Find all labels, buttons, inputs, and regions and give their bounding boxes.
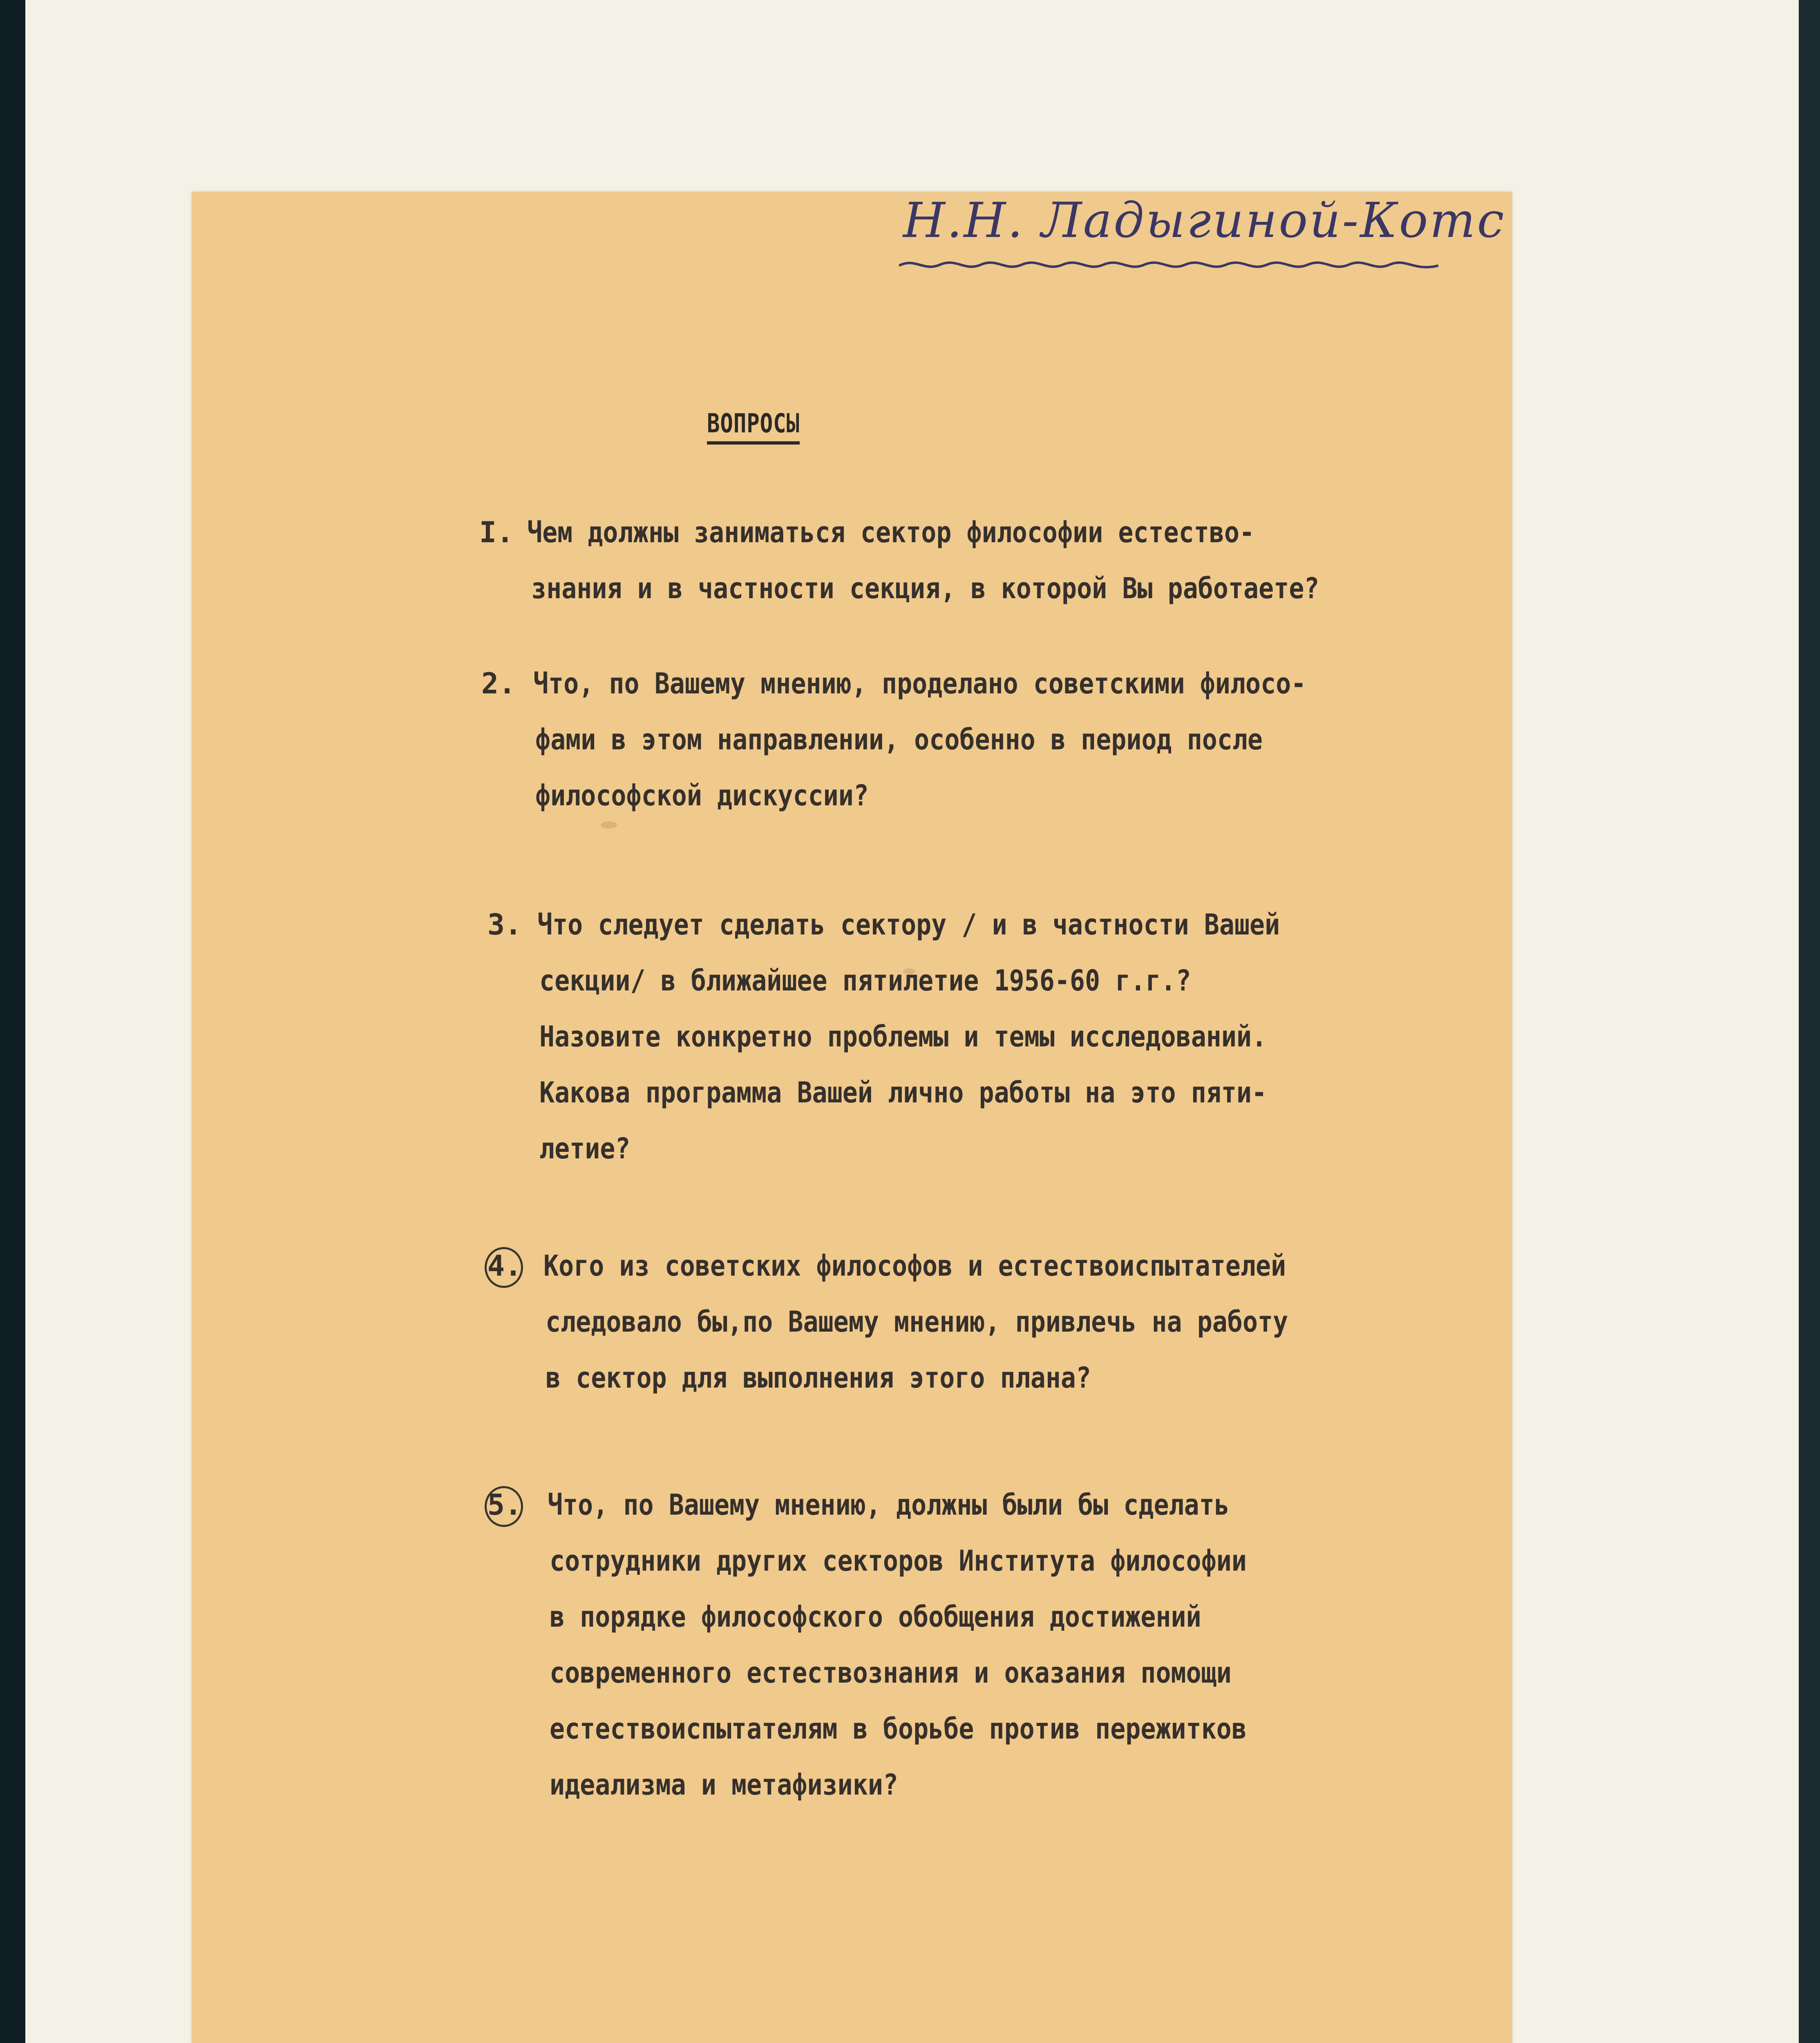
question-number: 3. bbox=[487, 908, 522, 941]
question-text-line: фами в этом направлении, особенно в период после bbox=[535, 723, 1263, 756]
question-text-line: следовало бы,по Вашему мнению, привлечь на работу bbox=[546, 1305, 1288, 1339]
question-text-line: современного естествознания и оказания помощи bbox=[550, 1656, 1232, 1690]
question-text-line: Чем должны заниматься сектор философии естество- bbox=[527, 516, 1255, 549]
question-number: 4. bbox=[482, 1238, 527, 1294]
handwritten-annotation bbox=[903, 192, 1506, 262]
question-text-line: секции/ в ближайшее пятилетие 1956-60 г.г.? bbox=[539, 964, 1191, 997]
question-text-line: в порядке философского обобщения достижений bbox=[550, 1600, 1201, 1634]
question-text-line: в сектор для выполнения этого плана? bbox=[546, 1361, 1091, 1395]
question-text-line: Какова программа Вашей лично работы на это пяти- bbox=[539, 1076, 1267, 1109]
question-text-line: знания и в частности секция, в которой Вы работаете? bbox=[531, 572, 1319, 605]
question-text-line: Кого из советских философов и естествоиспытателей bbox=[543, 1249, 1286, 1283]
handwritten-text: Н.Н. Ладыгиной-Котс bbox=[903, 192, 1506, 248]
question-text-line: идеализма и метафизики? bbox=[550, 1768, 898, 1802]
question-text-line: сотрудники других секторов Института философии bbox=[550, 1544, 1247, 1578]
question-text-line: Что следует сделать сектору / и в частности Вашей bbox=[537, 908, 1280, 941]
question-number: 5. bbox=[482, 1477, 527, 1533]
question-text-line: естествоиспытателям в борьбе против пережитков bbox=[550, 1712, 1247, 1746]
question-number: 2. bbox=[481, 667, 516, 700]
question-text-line: философской дискуссии? bbox=[535, 779, 869, 812]
question-number: I. bbox=[479, 516, 514, 549]
handwritten-underline bbox=[899, 253, 1438, 274]
question-text-line: летие? bbox=[539, 1132, 631, 1165]
document-title: ВОПРОСЫ bbox=[707, 409, 800, 445]
mount-edge bbox=[1799, 0, 1820, 2043]
question-text-line: Что, по Вашему мнению, проделано советскими филосо- bbox=[533, 667, 1306, 700]
question-text-line: Назовите конкретно проблемы и темы исследований. bbox=[539, 1020, 1267, 1053]
question-text-line: Что, по Вашему мнению, должны были бы сделать bbox=[548, 1488, 1230, 1522]
